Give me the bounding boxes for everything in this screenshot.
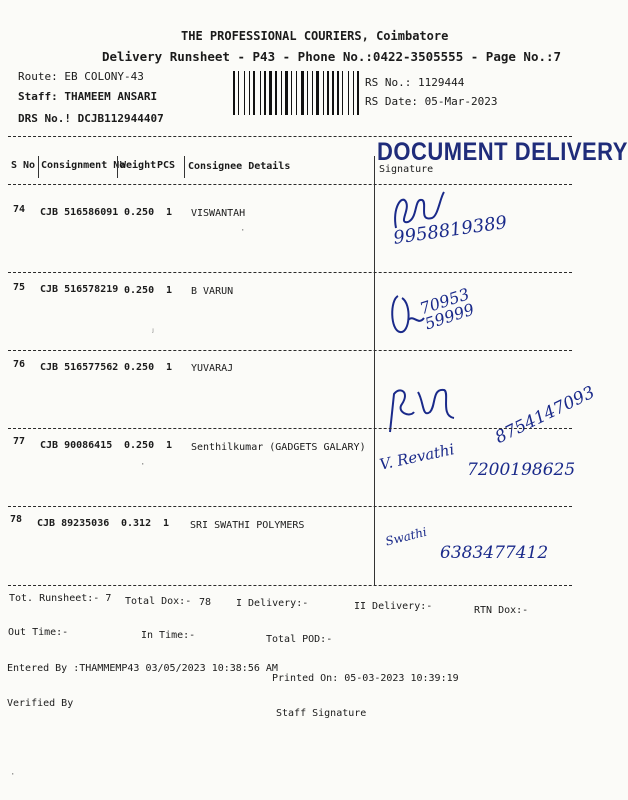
barcode-bar	[307, 71, 308, 115]
barcode-bar	[301, 71, 304, 115]
row-sno: 74	[13, 204, 26, 215]
scan-speck: ʲ	[150, 328, 156, 338]
barcode-bar	[233, 71, 235, 115]
barcode-bar	[357, 71, 359, 115]
row-consignee: YUVARAJ	[191, 363, 234, 374]
route-label: Route: EB COLONY-43	[18, 70, 144, 83]
row-sno: 75	[13, 282, 26, 293]
row-sno: 78	[10, 514, 23, 525]
col-consignee: Consignee Details	[188, 161, 291, 172]
row-weight: 0.312	[121, 518, 152, 529]
barcode-bar	[312, 71, 313, 115]
signature-name: V. Revathi	[378, 440, 456, 474]
rs-date: RS Date: 05-Mar-2023	[365, 95, 498, 108]
divider	[8, 506, 572, 507]
row-consignee: Senthilkumar (GADGETS GALARY)	[191, 442, 366, 453]
row-consignment: CJB 516577562	[40, 362, 119, 373]
barcode-bar	[342, 71, 343, 115]
rs-number: RS No.: 1129444	[365, 76, 465, 89]
row-sno: 76	[13, 359, 26, 370]
divider	[8, 585, 572, 586]
barcode-bar	[269, 71, 272, 115]
barcode-bar	[316, 71, 319, 115]
divider	[8, 428, 572, 429]
barcode	[233, 71, 358, 115]
printed-on: Printed On: 05-03-2023 10:39:19	[272, 673, 459, 684]
staff-label: Staff: THAMEEM ANSARI	[18, 90, 158, 103]
total-pod: Total POD:-	[266, 634, 333, 645]
barcode-bar	[353, 71, 354, 115]
barcode-bar	[244, 71, 245, 115]
divider	[8, 184, 572, 185]
scan-speck: ·	[10, 770, 16, 780]
entered-by: Entered By :THAMMEMP43 03/05/2023 10:38:56 AM	[7, 663, 278, 674]
barcode-bar	[337, 71, 339, 115]
col-pcs: PCS	[157, 160, 176, 171]
row-pcs: 1	[163, 518, 170, 529]
out-time: Out Time:-	[8, 627, 69, 638]
row-pcs: 1	[166, 362, 173, 373]
divider	[8, 272, 572, 273]
row-consignment: CJB 90086415	[40, 440, 113, 451]
row-consignment: CJB 516578219	[40, 284, 119, 295]
page-title: THE PROFESSIONAL COURIERS, Coimbatore	[181, 29, 449, 43]
in-time: In Time:-	[141, 630, 196, 641]
barcode-bar	[275, 71, 277, 115]
barcode-bar	[348, 71, 349, 115]
divider	[8, 350, 572, 351]
row-pcs: 1	[166, 440, 173, 451]
row-weight: 0.250	[124, 285, 155, 296]
signature-phone: 70953 59999	[417, 284, 477, 334]
rtn-dox: RTN Dox:-	[474, 605, 529, 616]
divider	[8, 136, 572, 137]
tot-runsheet: Tot. Runsheet:- 7	[9, 593, 112, 604]
signature-name: Swathi	[384, 524, 429, 549]
row-consignment: CJB 89235036	[37, 518, 110, 529]
row-pcs: 1	[166, 207, 173, 218]
barcode-bar	[253, 71, 255, 115]
document-delivery-stamp: DOCUMENT DELIVERY	[377, 137, 628, 166]
col-separator	[117, 156, 118, 178]
barcode-bar	[332, 71, 334, 115]
barcode-bar	[260, 71, 261, 115]
row-weight: 0.250	[124, 207, 155, 218]
total-dox-label: Total Dox:-	[125, 596, 192, 607]
row-weight: 0.250	[124, 362, 155, 373]
barcode-bar	[285, 71, 288, 115]
scan-speck: ·	[140, 460, 146, 470]
barcode-bar	[264, 71, 266, 115]
total-dox-value: 78	[199, 597, 212, 608]
row-weight: 0.250	[124, 440, 155, 451]
drs-number: DRS No.! DCJB112944407	[18, 112, 164, 125]
row-consignee: SRI SWATHI POLYMERS	[190, 520, 305, 531]
row-consignment: CJB 516586091	[40, 207, 119, 218]
barcode-bar	[291, 71, 292, 115]
signature-phone: 8754147093	[492, 382, 598, 448]
col-sno: S No	[11, 160, 36, 171]
verified-by: Verified By	[7, 698, 74, 709]
runsheet-subtitle: Delivery Runsheet - P43 - Phone No.:0422-3505555 - Page No.:7	[102, 49, 562, 64]
barcode-bar	[323, 71, 324, 115]
col-signature: Signature	[379, 164, 434, 175]
signature-phone: 6383477412	[440, 543, 549, 563]
barcode-bar	[238, 71, 239, 115]
row-consignee: B VARUN	[191, 286, 234, 297]
barcode-bar	[281, 71, 282, 115]
row-consignee: VISWANTAH	[191, 208, 246, 219]
signature-phone: 9958819389	[392, 212, 509, 249]
ii-delivery: II Delivery:-	[354, 601, 433, 612]
row-pcs: 1	[166, 285, 173, 296]
row-sno: 77	[13, 436, 26, 447]
col-weight: Weight	[120, 160, 157, 171]
col-separator	[184, 156, 185, 178]
i-delivery: I Delivery:-	[236, 598, 309, 609]
barcode-bar	[249, 71, 250, 115]
col-separator	[38, 156, 39, 178]
col-consignment: Consignment No	[41, 160, 126, 171]
signature-scribble	[384, 372, 464, 442]
barcode-bar	[296, 71, 297, 115]
staff-signature: Staff Signature	[276, 708, 367, 719]
barcode-bar	[327, 71, 329, 115]
scan-speck: ·	[240, 226, 246, 236]
signature-phone: 7200198625	[467, 460, 576, 480]
col-separator	[374, 156, 375, 586]
